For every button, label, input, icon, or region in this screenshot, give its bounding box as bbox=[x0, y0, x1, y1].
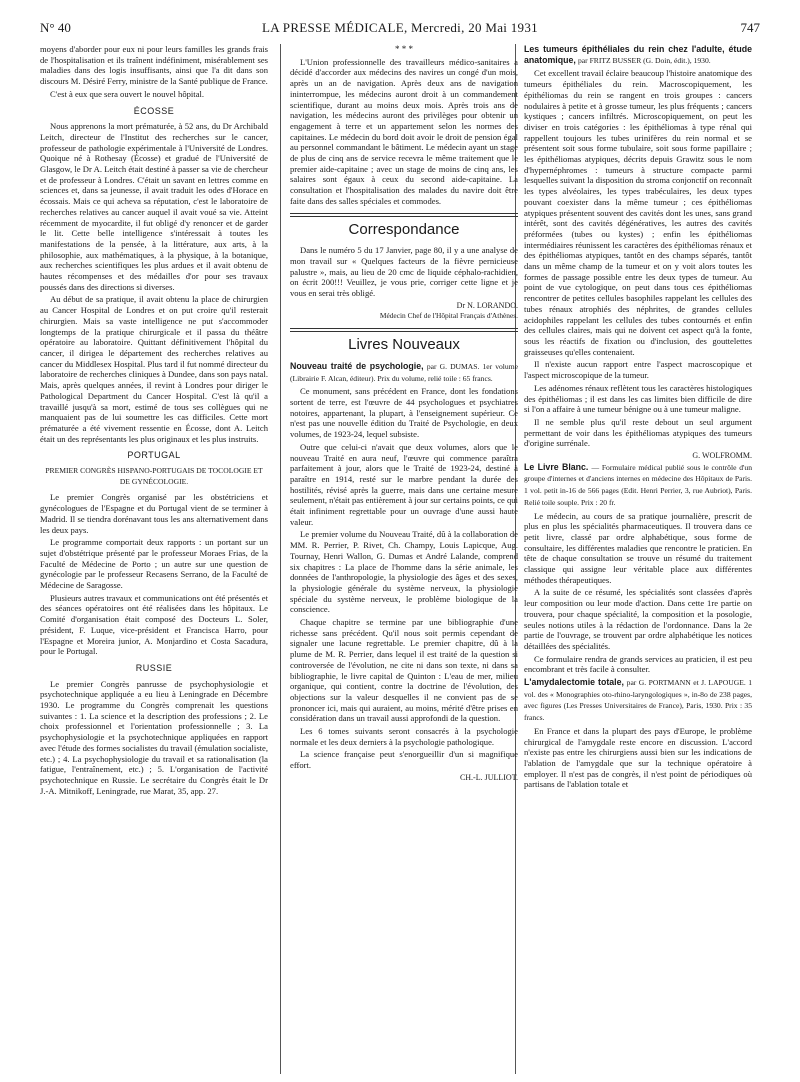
book-reference: par G. PORTMANN et J. LAPOUGE. 1 vol. des « Monographies oto-rhino-laryngologiques », in-8o de 238 pages, avec figures (Les Presses Universitaires de France), Paris, 1930. Prix : 35 francs. bbox=[524, 678, 752, 723]
paragraph: Le programme comportait deux rapports : un portant sur un sujet d'obstétrique présenté par le professeur Moraes Frias, de la Faculté de Médecine de Porto ; un autre sur une question de gynécologie par le professeur Recasens Serrano, de la Faculté de Médecine de Saragosse. bbox=[40, 537, 268, 591]
paragraph: En France et dans la plupart des pays d'Europe, le problème chirurgical de l'amygdale reste encore en discussion. L'accord n'existe pas entre les chirurgiens aussi bien sur les indications de l'ablation de l'amygdale que sur la technique opératoire à employer. Il n'est pas de congrès, il n'est point de périodiques où partisans de l'ablation totale et bbox=[524, 725, 752, 790]
section-title-portugal: PORTUGAL bbox=[127, 450, 181, 461]
book-reference: par FRITZ BUSSER (G. Doin, édit.), 1930. bbox=[577, 55, 711, 65]
paragraph: Il n'existe aucun rapport entre l'aspect macroscopique et l'aspect microscopique de la tumeur. bbox=[524, 359, 752, 381]
heading-correspondance: Correspondance bbox=[348, 220, 460, 238]
issue-number: N° 40 bbox=[40, 20, 71, 35]
paragraph: Le premier Congrès organisé par les obstétriciens et gynécologues de l'Espagne et du Portugal vient de se terminer à Madrid. Il se tiendra dorénavant tous les ans alternativement dans les deux pays. bbox=[40, 492, 268, 535]
book-entry bbox=[290, 361, 518, 384]
paragraph: La science française peut s'enorgueillir d'un si magnifique effort. bbox=[290, 749, 518, 771]
column-1 bbox=[40, 44, 268, 798]
paragraph: Le premier volume du Nouveau Traité, dû à la collaboration de MM. R. Perrier, P. Rivet, Ch. Champy, Louis Lapicque, Aug. Tournay, Henri Wallon, G. Dumas et André Lalande, comprend six chapitres : La place de l'homme dans la série animale, les données de l'anthropologie, la physiologie des âges et des sexes, la physiologie générale du système nerveux, la physiologie spéciale du système nerveux, le problème biologique de la conscience. bbox=[290, 529, 518, 615]
column-3 bbox=[524, 44, 752, 792]
paragraph: Cet excellent travail éclaire beaucoup l'histoire anatomique des tumeurs épithéliales du rein. Macroscopiquement, les épithéliomas du rein se rangent en trois groupes : cancers nodulaires à petite et à grosse tumeur, les plus fréquents ; cancers kystiques ; cancers infiltrés. Microscopiquement, on peut les diviser en trois catégories : les épithéliomas à type rénal qui rappellent toujours les tubes urinifères du rein normal et se présentent soit sous forme tubulaire, soit sous forme papillaire ; les épithéliomas atypiques, décrits depuis Grawitz sous le nom d'hypernéphromes : tumeurs à structure compacte parmi lesquelles suivant la disposition du stroma conjonctif on reconnaît les types alvéolaires, les types trabéculaires, les deux types pouvant coexister dans la même tumeur ; ces épithéliomas atypiques présentent souvent des cavités dont les unes, sans grand intérêt, sont des cavités dégénératives, les autres des cavités préformées (tubes ou kystes) ; enfin les épithéliomas intermédiaires réunissent les caractères des épithéliomas rénaux et des épithéliomas atypiques, tantôt en des champs séparés, tantôt dans un même champ de la tumeur et on y voit alors toutes les formes de passage possible entre les deux types de tumeur. Au point de vue cytologique, on peut dans tous ces épithéliomas rencontrer de petites cellules basophiles rappelant les cellules des tubes rénaux atrophiés des néphrites, de grandes cellules acidophiles rappelant les cellules des tubes contournés et enfin des cellules claires, mais qui ne doivent cet aspect qu'à la fonte, sous les réactifs de fixation ou d'inclusion, des gouttelettes graisseuses qu'elles contenaient. bbox=[524, 68, 752, 357]
book-title: L'amydalectomie totale, bbox=[524, 677, 624, 688]
paragraph: Nous apprenons la mort prématurée, à 52 ans, du Dr Archibald Leitch, directeur de l'Institut des recherches sur le cancer, professeur de pathologie expérimentale à l'Université de Londres. Quoique né à Rothesay (Écosse) et gradué de l'Université de Glasgow, le Dr A. Leitch était destiné à passer sa vie de chercheur et de professeur à Londres. C'était un savant en lettres comme en sciences et, dans sa jeunesse, il avait traduit les odes d'Horace en écossais. Mais ce qui acheva sa réputation, c'est le laboratoire de recherches relatives au cancer auquel il avait voué sa vie. Atteint récemment de myocardite, il fut obligé d'y renoncer et de garder le lit. Cette belle intelligence s'intéressait à toutes les manifestations de la pensée, à la littérature, aux arts, à la philosophie, aux mathématiques, à la physique, à la botanique, aux recherches scientifiques les plus ardues et il avait obtenu de hautes récompenses et des médailles d'or pour ses travaux poussés dans des directions si diverses. bbox=[40, 121, 268, 292]
paragraph: Dans le numéro 5 du 17 Janvier, page 80, il y a une analyse de mon travail sur « Quelques facteurs de la fièvre pernicieuse palustre », mais, au lieu de 20 cmc de liquide céphalo-rachidien, on écrit 200!!! Veuillez, je vous prie, corriger cette ligne et je vous en serai très obligé. bbox=[290, 245, 518, 299]
paragraph: Ce monument, sans précédent en France, dont les fondations sortent de terre, est l'œuvre de 44 psychologues et psychiatres notoires, appartenant, la plupart, à l'enseignement supérieur. Ce n'est pas une nouvelle édition du Traité de Psychologie, en deux volumes, de 1923-24, lequel subsiste. bbox=[290, 386, 518, 440]
separator bbox=[290, 213, 518, 217]
paragraph: A la suite de ce résumé, les spécialités sont classées d'après leur composition ou leur mode d'action. Dans cette 1re partie on trouvera, pour chaque spécialité, la composition et la posologie, seules notions utiles à la rédaction de l'ordonnance. Dans la 2e partie de l'ouvrage, se trouvent par ordre alphabétique les notices détaillées des spécialités. bbox=[524, 587, 752, 651]
paragraph: Les adénomes rénaux reflètent tous les caractères histologiques des épithéliomas ; il est dans les cas limites bien difficile de dire si l'on a affaire à une tumeur bénigne ou à une tumeur maligne. bbox=[524, 382, 752, 415]
signature-affiliation: Médecin Chef de l'Hôpital Français d'Athènes. bbox=[379, 311, 518, 321]
paragraph: Il ne semble plus qu'il reste debout un seul argument permettant de voir dans les épithéliomas atypiques des tumeurs d'origine surrénale. bbox=[524, 416, 752, 449]
paragraph: Ce formulaire rendra de grands services au praticien, il est peu encombrant et très facile à consulter. bbox=[524, 653, 752, 675]
paragraph: Chaque chapitre se termine par une bibliographie d'une richesse sans précédent. Qu'il nous soit permis cependant de signaler une lacune regrettable. Le premier chapitre, dû à la plume de M. R. Perrier, dans lequel il est traité de la question si controversée de l'évolution, ne cite ni dans son texte, ni dans sa bibliographie, le livre capital de Quinton : L'eau de mer, milieu organique, qui contient, contre la doctrine de l'évolution, des objections sur la valeur desquelles il ne convient pas de se prononcer ici, mais qui auraient, au moins, mérité d'être prises en considération dans un travail aussi approfondi de la question. bbox=[290, 617, 518, 724]
paragraph: Outre que celui-ci n'avait que deux volumes, alors que le nouveau Traité en aura neuf, l'œuvre qui commence paraîtra parfaitement à jour, alors que le Traité de 1923-24, destiné à paraître en 1914, resté sur le marbre pendant la durée des hostilités, révisé après la guerre, mais dans une certaine mesure seulement, n'était pas entièrement à jour sur certains points, ce qui était infiniment regrettable pour un ouvrage d'une aussi haute valeur. bbox=[290, 441, 518, 527]
paragraph: L'Union professionnelle des travailleurs médico-sanitaires a décidé d'accorder aux médecins des navires un congé d'un mois, après un an de navigation. Après deux ans de navigation ininterrompue, les médecins auront droit à un commandement scientifique, durant au moins deux mois. Après trois ans de navigation, les médecins auront des privilèges pour obtenir un engagement à terre et un appartement selon les normes des capitaines. Le médecin du bord doit avoir le droit de pension égal au personnel commandant le bâtiment. Le médecin ayant un stage de plus de cinq ans de service recevra le même traitement que le premier aide-capitaine ; avec un stage de moins de cinq ans, les salaires sont égaux à ceux du second aide-capitaine. La consultation et l'hospitalisation des malades du navire doit être faite dans des salles spéciales et commodes. bbox=[290, 56, 518, 206]
heading-livres-nouveaux: Livres Nouveaux bbox=[348, 336, 460, 354]
paragraph: moyens d'aborder pour eux ni pour leurs familles les grands frais de l'hospitalisation et ils traînent indéfiniment, misérablement ses maladies dans des logis insuffisants, ainsi que l'a dit dans son discours M. Désiré Ferry, ministre de la Santé publique de France. bbox=[40, 44, 268, 87]
signature: G. WOLFROMM. bbox=[692, 451, 752, 461]
signature: Dr N. LORANDO. bbox=[456, 300, 518, 310]
section-title-russie: RUSSIE bbox=[135, 662, 173, 673]
paragraph: Plusieurs autres travaux et communications ont été présentés et des séances opératoires ont été réalisées dans les hôpitaux. Le Comité d'organisation était composé des Docteurs L. Soler, président, F. Luque, vice-président et Francisca Harro, pour l'Espagne et Moreira junior, A. Monjardino et Costa Sacadura, pour le Portugal. bbox=[40, 592, 268, 657]
journal-title: LA PRESSE MÉDICALE, Mercredi, 20 Mai 1931 bbox=[262, 20, 538, 35]
page-number: 747 bbox=[740, 20, 760, 35]
paragraph: Au début de sa pratique, il avait obtenu la place de chirurgien au Cancer Hospital de Londres et on put croire qu'il resterait chirurgien. Mais sa vaste intelligence ne put s'accommoder longtemps de la pratique chirurgicale et il passa du théâtre opératoire au laboratoire. Quittant définitivement l'hôpital du cancer, il dirigea le département des recherches relatives au cancer du Middlesex Hospital. Plus tard il fut nommé directeur du laboratoire de recherches cliniques à Dundee, dans son pays natal. Mais, après quelques années, il revint à Londres pour diriger le Pathological Department du Cancer Hospital. C'est là qu'il a travaillé jusqu'à sa mort, estimé de tous ses collègues qui ne manquaient pas de lui soumettre les cas difficiles. Cette mort prématurée a été vivement ressentie en Écosse, dont A. Leitch était un des représentants les plus originaux et les plus instruits. bbox=[40, 294, 268, 444]
signature: CH.-L. JULLIOT. bbox=[459, 772, 518, 782]
paragraph: C'est à eux que sera ouvert le nouvel hôpital. bbox=[50, 88, 205, 99]
page-header bbox=[40, 20, 760, 42]
book-entry bbox=[524, 677, 752, 724]
column-2 bbox=[290, 44, 518, 784]
book-title: Le Livre Blanc. bbox=[524, 461, 589, 472]
book-title: Nouveau traité de psychologie, bbox=[290, 360, 424, 371]
paragraph: Les 6 tomes suivants seront consacrés à la psychologie normale et les deux derniers à la psychologie pathologique. bbox=[290, 726, 518, 747]
book-entry bbox=[524, 44, 752, 66]
book-title: Les tumeurs épithéliales du rein chez l'adulte, étude anatomique, bbox=[524, 44, 752, 65]
section-title-ecosse: ÉCOSSE bbox=[133, 105, 175, 116]
book-reference: — Formulaire médical publié sous le contrôle d'un groupe d'internes et d'anciens internes en médecine des Hôpitaux de Paris. 1 vol. petit in-16 de 566 pages (Edit. Henri Perrier, 3, rue Aubriot), Paris. Relié toile souple. Prix : 20 fr. bbox=[524, 462, 752, 507]
section-subtitle: PREMIER CONGRÈS HISPANO-PORTUGAIS DE TOCOLOGIE ET DE GYNÉCOLOGIE. bbox=[45, 466, 263, 486]
book-reference: par G. DUMAS. 1er volume (Librairie F. Alcan, éditeur). Prix du volume, relié toile : 65 francs. bbox=[290, 361, 518, 383]
book-entry bbox=[524, 462, 752, 509]
section-stars: * * * bbox=[395, 44, 413, 54]
separator bbox=[290, 328, 518, 332]
paragraph: Le premier Congrès panrusse de psychophysiologie et psychotechnique appliquée a eu lieu à Leningrade en Décembre 1930. Le programme du Congrès comprenait les questions suivantes : 1. La science et la description des professions ; 2. Le choix professionnel et l'orientation professionnelle ; 3. La psychophysiologie et la psychotechnique appliquées en rapport avec l'étude des formes socialistes du travail (émulation socialiste, etc.) ; 4. La psychophysiologie du travail et sa rationalisation (la fatigue, l'entraînement, etc.) ; 5. L'organisation de l'activité psychotechnique en Russie. Le secrétaire du Congrès était le Dr J.-A. Mitnikoff, Leningrade, rue Marat, 35, app. 27. bbox=[40, 678, 268, 796]
paragraph: Le médecin, au cours de sa pratique journalière, prescrit de plus en plus les spécialités pharmaceutiques. Il trouvera dans ce petit livre, classé par ordre alphabétique, sous forme de consultaire, les différentes maladies que rencontre le praticien. En tête de chaque consultation se trouve un résumé du traitement classique qui assigne leur véritable place aux différentes méthodes thérapeutiques. bbox=[524, 510, 752, 585]
column-rule-1 bbox=[280, 44, 281, 1074]
